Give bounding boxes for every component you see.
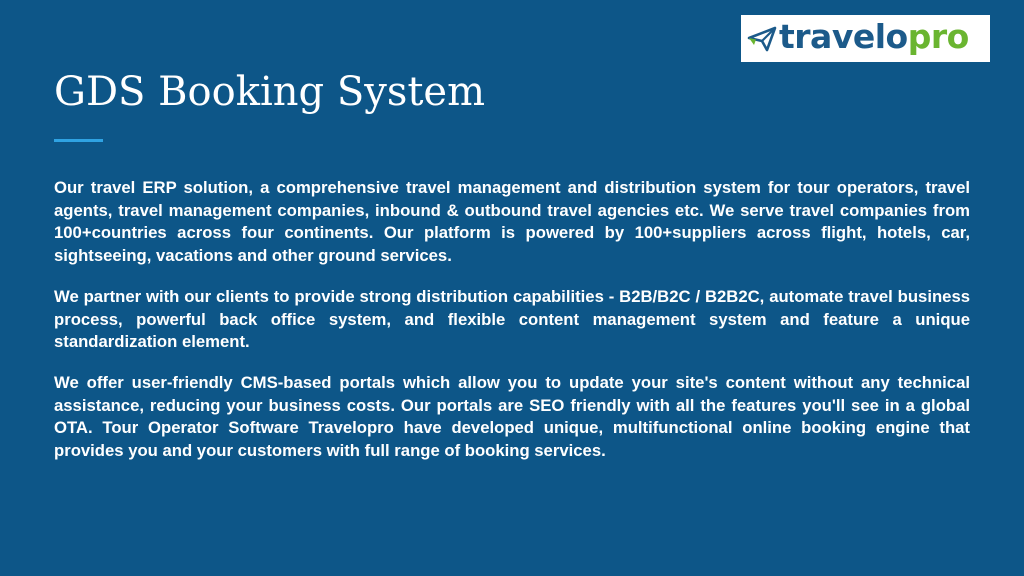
paper-plane-icon bbox=[747, 24, 777, 54]
logo-wordmark bbox=[779, 17, 969, 56]
paragraph-partnership: We partner with our clients to provide strong distribution capabilities - B2B/B2C / B2B2C, automate travel business process, powerful back office system, and flexible content management system and feature a unique standardization element. bbox=[54, 286, 970, 352]
slide-title: GDS Booking System bbox=[54, 69, 486, 115]
logo-text-accent: pro bbox=[907, 17, 969, 56]
paragraph-overview: Our travel ERP solution, a comprehensive travel management and distribution system for tour operators, travel agents, travel management companies, inbound & outbound travel agencies etc. We serve travel companies from 100+countries across four continents. Our platform is powered by 100+suppliers across flight, hotels, car, sightseeing, vacations and other ground services. bbox=[54, 178, 970, 266]
logo-text-main: travelo bbox=[779, 17, 908, 56]
paragraph-cms-portals: We offer user-friendly CMS-based portals which allow you to update your site's content without any technical assistance, reducing your business costs. Our portals are SEO friendly with all the features you'll see in a global OTA. Tour Operator Software Travelopro have developed unique, multifunctional online booking engine that provides you and your customers with full range of booking services. bbox=[54, 372, 970, 461]
slide-body bbox=[54, 177, 970, 481]
title-underline bbox=[54, 139, 103, 142]
travelopro-logo bbox=[741, 15, 990, 62]
